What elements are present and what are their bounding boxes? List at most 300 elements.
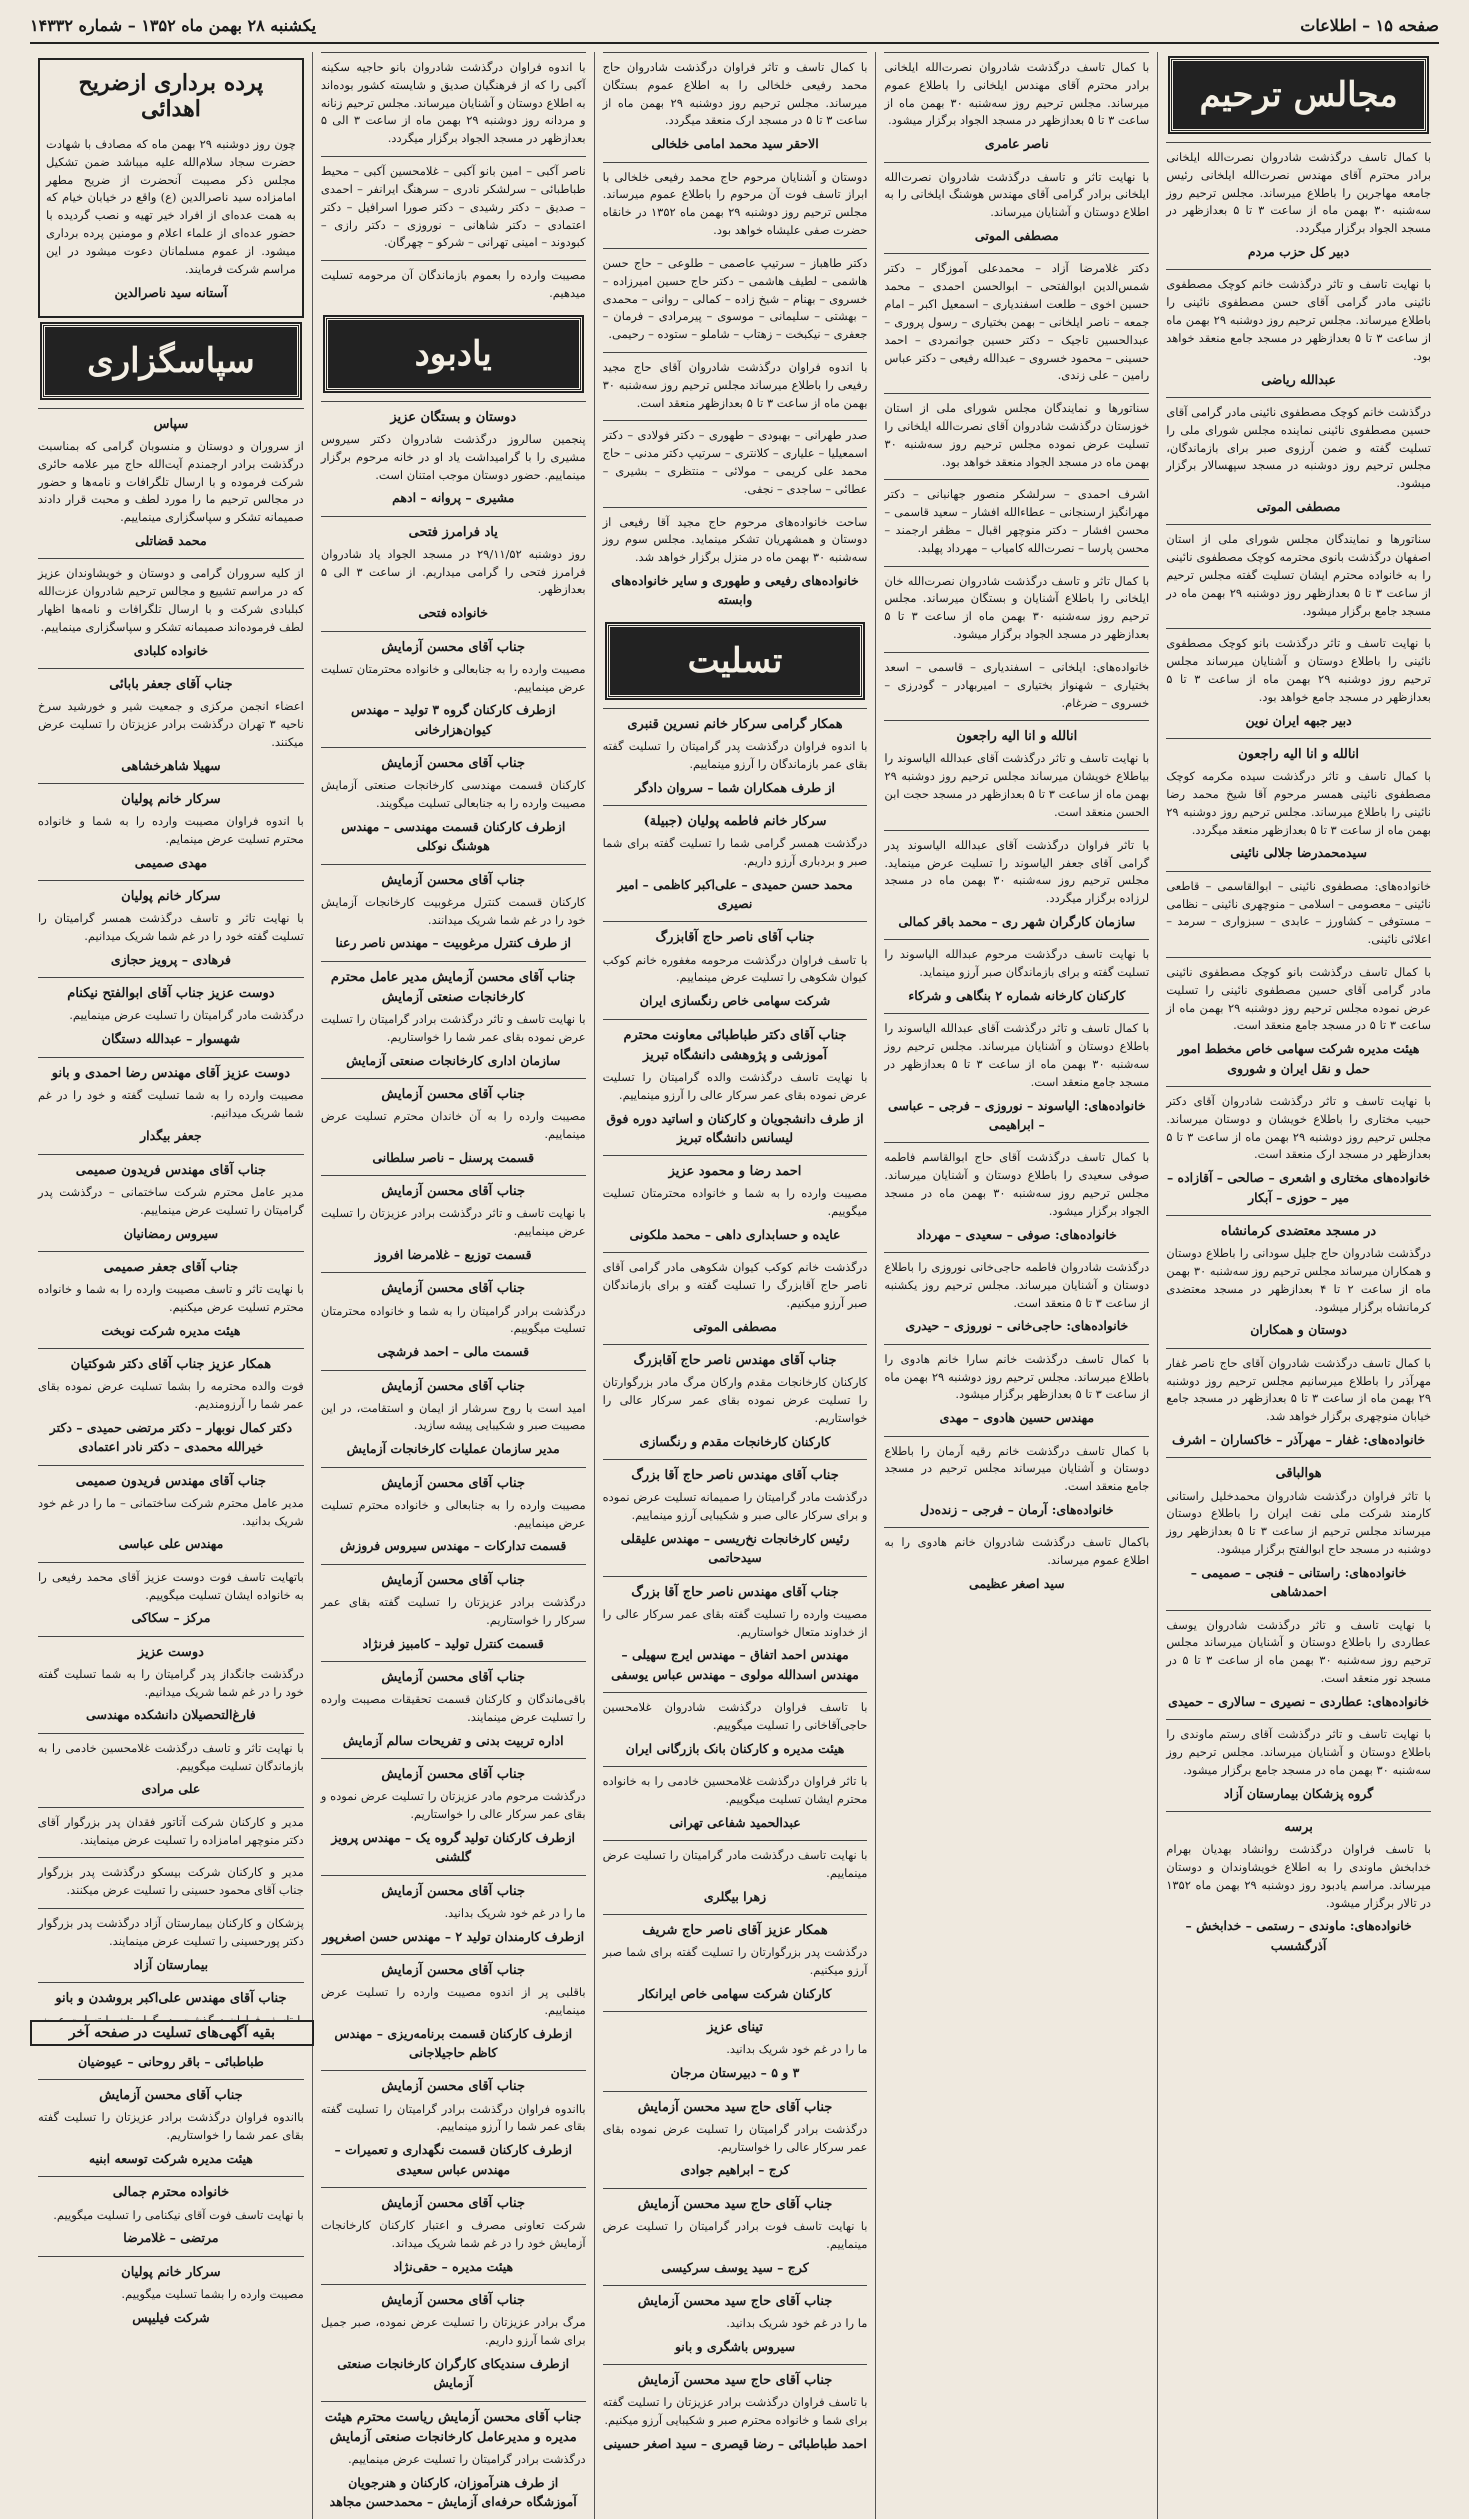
notice-item bbox=[38, 1154, 304, 1251]
notice-signature: سیدمحمدرضا جلالی نائینی bbox=[1230, 845, 1367, 861]
notice-item bbox=[884, 253, 1149, 393]
notice-body: اشرف احمدی – سرلشکر منصور جهانبانی – دکتر مهرانگیز ارسنجانی – عطاءالله افشار – سعید قاسمی – محسن افشار – دکتر منوچهر اقبال – مظفر ارجمند – محسن پارسا – نصرت‌الله کامیاب – مهرداد پهلبد. bbox=[884, 487, 1150, 555]
notice-body: درگذشت مادر گرامیتان را صمیمانه تسلیت عرض نموده و برای سرکار عالی صبر و شکیبایی آرزو مینماییم. bbox=[602, 1490, 868, 1523]
notice-body: با نهایت تاثر و تاسف درگذشت غلامحسین خادمی را به بازماندگان تسلیت میگوییم. bbox=[38, 1740, 304, 1773]
notice-body: با نهایت تاسف درگذشت مرحوم عبدالله الیاسوند را تسلیت گفته و برای بازماندگان صبر آرزو مینماید. bbox=[884, 947, 1150, 980]
notice-item bbox=[38, 1348, 304, 1465]
notice-item bbox=[38, 783, 304, 880]
notice-body: روز دوشنبه ۲۹/۱۱/۵۲ در مسجد الجواد یاد شادروان فرامرز فتحی را گرامی میداریم. از ساعت ۳ الی ۵ بعدازظهر. bbox=[320, 546, 586, 597]
notice-heading: جناب آقای محسن آزمایش bbox=[99, 2088, 243, 2104]
notice-signature: فارغ‌التحصیلان دانشکده مهندسی bbox=[86, 1707, 256, 1723]
notice-signature: مهدی صمیمی bbox=[134, 854, 208, 870]
notice-signature: خانواده‌های: الیاسوند – نوروزی – فرجی – عباسی – ابراهیمی bbox=[887, 1097, 1146, 1132]
notice-body: با نهایت تاسف و تاثر درگذشت آقای عبدالله الیاسوند را بیاطلاع خویشان میرساند مجلس ترحیم روز دوشنبه ۲۹ بهمن ماه از ساعت ۳ تا ۵ بعدازظهر در مسجد حجت ابن الحسن منعقد است. bbox=[884, 751, 1150, 819]
notice-heading: جناب آقای محسن آزمایش bbox=[381, 1184, 525, 1200]
notice-item bbox=[38, 1733, 304, 1807]
notice-body: مصیبت وارده را به آن خاندان محترم تسلیت عرض مینماییم. bbox=[320, 1109, 586, 1142]
notice-signature: ازطرف کارکنان گروه ۳ تولید – مهندس کیوان‌هزارخانی bbox=[350, 702, 556, 737]
notice-item bbox=[321, 1467, 586, 1564]
notice-signature: شهسوار – عبدالله دستگان bbox=[101, 1031, 241, 1047]
notice-item bbox=[1166, 871, 1431, 957]
notice-signature: سازمان کارگران شهر ری – محمد باقر کمالی bbox=[898, 913, 1136, 929]
notice-signature: خانواده‌های: ماوندی – رستمی – خدابخش – آذرگشسب bbox=[1185, 1918, 1412, 1953]
masthead bbox=[30, 8, 1439, 44]
column-1 bbox=[1157, 52, 1439, 2519]
notice-body: ما را در غم خود شریک بدانید. bbox=[726, 2316, 868, 2331]
notice-signature: ۳ و ۵ – دبیرستان مرجان bbox=[670, 2065, 800, 2081]
notice-body: درگذشت برادر گرامیتان را تسلیت عرض نموده بقای عمر سرکار عالی را خواستاریم. bbox=[602, 2121, 868, 2154]
notice-heading: سپاس bbox=[153, 416, 189, 432]
notice-item bbox=[603, 507, 868, 618]
notice-item bbox=[884, 1436, 1149, 1528]
col5-tributes bbox=[38, 668, 304, 2335]
col5-sepas bbox=[38, 408, 304, 668]
notice-signature: قسمت توزیع – غلامرضا افروز bbox=[374, 1247, 532, 1263]
notice-body: امید است با روح سرشار از ایمان و استقامت، در این مصیبت صبر و شکیبایی پیشه سازید. bbox=[320, 1400, 586, 1433]
notice-body: با نهایت تاسف و تاثر درگذشت بانو کوچک مصطفوی نائینی را باطلاع دوستان و آشنایان میرساند مجلس ترحیم روز دوشنبه ۲۹ بهمن ماه از ساعت ۳ تا ۵ بعدازظهر در مسجد جامع خواهد بود. bbox=[1166, 636, 1431, 704]
notice-item bbox=[321, 961, 586, 1078]
notice-item bbox=[321, 1954, 586, 2071]
notice-item bbox=[884, 393, 1149, 479]
notice-body: درگذشت برادر گرامیتان را به شما و خانواده محترمتان تسلیت میگوییم. bbox=[320, 1303, 586, 1336]
notice-heading: همکار عزیز آقای ناصر حاج شریف bbox=[642, 1923, 828, 1939]
notice-heading: جناب آقای مهندس ناصر حاج آقا بزرگ bbox=[631, 1584, 839, 1600]
notice-item bbox=[884, 1527, 1149, 1601]
notice-heading: هوالباقی bbox=[1275, 1466, 1322, 1482]
notice-item bbox=[38, 668, 304, 783]
notice-body: پنجمین سالروز درگذشت شادروان دکتر سیروس مشیری را با گرامیداشت یاد او در خانه مرحوم برگزار مینماییم. حضور دوستان موجب امتنان است. bbox=[320, 431, 586, 482]
banner-majales-tarhim: مجالس ترحیم bbox=[1170, 58, 1427, 132]
notice-body: با تاسف فراوان درگذشت برادر عزیزتان را تسلیت گفته برای شما و خانواده محترم صبر و شکیبایی آرزو میکنیم. bbox=[602, 2395, 868, 2428]
notice-heading: جناب آقای محسن آزمایش bbox=[381, 1883, 525, 1899]
notice-signature: کرج – سید یوسف سرکیسی bbox=[661, 2259, 809, 2275]
notice-item bbox=[603, 2091, 868, 2188]
notice-heading: جناب آقای محسن آزمایش bbox=[381, 2293, 525, 2309]
notice-body: مصیبت وارده را بعموم بازماندگان آن مرحومه تسلیت میدهیم. bbox=[320, 268, 586, 300]
notice-heading: جناب آقای محسن آزمایش bbox=[381, 1087, 525, 1103]
notice-signature: علی مرادی bbox=[141, 1781, 201, 1797]
notice-body: درگذشت خانم کوکب کیوان شکوهی مادر گرامی آقای ناصر حاج آقابزرگ را تسلیت گفته و برای بازماندگان صبر آرزو میکنیم. bbox=[602, 1260, 868, 1311]
col2-notices bbox=[884, 52, 1149, 1601]
notice-body: با نهایت تاسف و تاثر درگذشت شادروان یوسف عطاردی را باطلاع دوستان و آشنایان میرساند مجلس ترحیم روز سه‌شنبه ۳۰ بهمن ماه از ساعت ۳ تا ۵ در مسجد نور منعقد است. bbox=[1166, 1617, 1431, 1685]
notice-item bbox=[1166, 1811, 1431, 1963]
notice-signature: خانواده کلبادی bbox=[133, 642, 209, 658]
notice-item bbox=[1166, 957, 1431, 1086]
notice-body: درگذشت همسر گرامی شما را تسلیت گفته برای شما صبر و بردباری آرزو داریم. bbox=[602, 836, 868, 868]
notice-body: ما را در غم خود شریک بدانید. bbox=[444, 1905, 586, 1920]
notice-heading: جناب آقای ناصر حاج آقابزرگ bbox=[655, 930, 815, 946]
column-5 bbox=[30, 52, 312, 2519]
notice-body: مدیر عامل محترم شرکت ساختمانی – درگذشت پدر گرامیتان را تسلیت عرض مینماییم. bbox=[38, 1184, 304, 1217]
notice-signature: خانواده‌های: غفار – مهرآذر – خاکساران – اشرف bbox=[1172, 1432, 1426, 1448]
notice-heading: جناب آقای محسن آزمایش bbox=[381, 756, 525, 772]
notice-item bbox=[1166, 1610, 1431, 1720]
notice-body: با اندوه فراوان درگذشت شادروان آقای حاج مجید رفیعی را باطلاع میرساند مجلس ترحیم روز سه‌شنبه ۳۰ بهمن ماه از ساعت ۳ تا ۵ بعدازظهر منعقد است. bbox=[602, 359, 868, 410]
notice-body: باقلبی پر از اندوه مصیبت وارده را تسلیت عرض مینماییم. bbox=[320, 1985, 586, 2017]
notice-signature: مصطفی الموتی bbox=[1256, 498, 1341, 514]
notice-signature: محمد قضاتلی bbox=[135, 533, 207, 549]
notice-item bbox=[603, 1459, 868, 1576]
notice-item bbox=[321, 1564, 586, 1661]
notice-body: با اندوه فراوان مصیبت وارده را به شما و خانواده محترم تسلیت عرض مینمایم. bbox=[38, 814, 304, 846]
notice-signature: ازطرف سندیکای کارگران کارخانجات صنعتی آزمایش bbox=[337, 2355, 570, 2391]
notice-item bbox=[884, 1142, 1149, 1252]
notice-heading: جناب آقای محسن آزمایش bbox=[381, 1378, 525, 1394]
notice-heading: جناب آقای حاج سید محسن آزمایش bbox=[637, 2293, 833, 2309]
notice-item bbox=[603, 1344, 868, 1459]
notice-item bbox=[603, 248, 868, 352]
notice-signature: مهندس احمد اتفاق – مهندس ایرج سهیلی – مهندس اسدالله مولوی – مهندس عباس یوسفی bbox=[611, 1647, 859, 1682]
pardeh-title: پرده برداری ازضریح اهدائی bbox=[78, 70, 264, 122]
notice-signature: دبیر جبهه ایران نوین bbox=[1245, 712, 1352, 728]
notice-signature: دبیر کل حزب مردم bbox=[1247, 244, 1350, 260]
notice-item bbox=[321, 516, 586, 631]
notice-body: با نهایت تاثر و تاسف درگذشت همسر گرامیتان را تسلیت گفته خود را در غم شما شریک میدانیم. bbox=[38, 911, 304, 944]
notice-body: با نهایت تاثر و تاسف مصیبت وارده را به شما و خانواده محترم تسلیت عرض میکنیم. bbox=[38, 1282, 304, 1314]
notice-item bbox=[38, 408, 304, 559]
notice-item bbox=[38, 1857, 304, 1908]
notice-signature: خانواده‌های: آرمان – فرجی – زنده‌دل bbox=[920, 1502, 1114, 1518]
notice-signature: قسمت پرسنل – ناصر سلطانی bbox=[372, 1149, 535, 1165]
notice-item bbox=[603, 1840, 868, 1914]
notice-item bbox=[321, 1078, 586, 1175]
notice-item bbox=[603, 921, 868, 1018]
notice-item bbox=[603, 2188, 868, 2285]
notice-body: بااندوه فراوان درگذشت برادر گرامیتان را تسلیت گفته بقای عمر شما را آرزو مینماییم. bbox=[320, 2101, 586, 2134]
notice-body: با کمال تاسف درگذشت آقای حاج ابوالقاسم فاطمه صوفی سعیدی را باطلاع دوستان و آشنایان میرساند. مجلس ترحیم روز سه‌شنبه ۳۰ بهمن ماه در مسجد الجواد برگزار میشود. bbox=[884, 1150, 1150, 1218]
notice-body: درگذشت پدر بزرگوارتان را تسلیت گفته برای شما صبر آرزو میکنیم. bbox=[602, 1945, 868, 1978]
notice-item bbox=[321, 1175, 586, 1272]
notice-body: مصیبت وارده را بشما تسلیت میگوییم. bbox=[121, 2286, 304, 2301]
notice-item bbox=[321, 1875, 586, 1954]
notice-body: درگذشت شادروان حاج جلیل سودانی را باطلاع دوستان و همکاران میرساند مجلس ترحیم روز سه‌شنبه ۳۰ بهمن ماه از ساعت ۲ تا ۴ بعدازظهر در مسجد معتضدی کرمانشاه برگزار میشود. bbox=[1166, 1246, 1432, 1314]
notice-signature: شرکت سهامی خاص رنگسازی ایران bbox=[639, 993, 831, 1009]
notice-item bbox=[321, 401, 586, 516]
notice-item bbox=[603, 2285, 868, 2364]
notice-signature: مدیر سازمان عملیات کارخانجات آزمایش bbox=[346, 1441, 560, 1457]
notice-item bbox=[38, 1251, 304, 1348]
notice-item bbox=[603, 1692, 868, 1766]
notice-item bbox=[321, 864, 586, 961]
notice-item bbox=[603, 52, 868, 162]
notice-item bbox=[321, 1661, 586, 1758]
notice-item bbox=[603, 1766, 868, 1840]
notice-item bbox=[603, 1019, 868, 1156]
notice-item bbox=[1166, 269, 1431, 396]
notice-item bbox=[1166, 397, 1431, 524]
notice-body: خانواده‌های: ایلخانی – اسفندیاری – قاسمی – اسعد بختیاری – شهنواز بختیاری – امیربهادر – گودرزی – خسروی – ضرغام. bbox=[884, 659, 1150, 710]
notice-item bbox=[321, 260, 586, 311]
notice-signature: ازطرف کارمندان تولید ۲ – مهندس حسن اصغرپور bbox=[322, 1928, 585, 1944]
masthead-date: یکشنبه ۲۸ بهمن ماه ۱۳۵۲ – شماره ۱۴۳۳۲ bbox=[30, 15, 317, 35]
notice-body: با نهایت تاسف و تاثر درگذشت آقای رستم ماوندی را باطلاع دوستان و آشنایان میرساند. مجلس ترحیم روز سه‌شنبه ۳۰ بهمن ماه در مسجد جامع برگزار میشود. bbox=[1166, 1727, 1431, 1777]
notice-body: شرکت تعاونی مصرف و اعتبار کارکنان کارخانجات آزمایش خود را در غم شما شریک میداند. bbox=[320, 2218, 586, 2250]
notice-item bbox=[38, 2176, 304, 2255]
notice-signature: خانواده‌های: راستانی – فنجی – صمیمی – احمدشاهی bbox=[1190, 1564, 1407, 1600]
col4-tributes bbox=[321, 631, 586, 2519]
notice-body: درگذشت برادر عزیزتان را تسلیت گفته بقای عمر سرکار را خواستاریم. bbox=[320, 1594, 586, 1627]
notice-item bbox=[603, 1252, 868, 1344]
notice-heading: جناب آقای مهندس فریدون صمیمی bbox=[75, 1162, 267, 1178]
notice-heading: جناب آقای حاج سید محسن آزمایش bbox=[637, 2099, 833, 2115]
notice-body: مصیبت وارده را تسلیت گفته بقای عمر سرکار عالی را از خداوند متعال خواستاریم. bbox=[602, 1606, 868, 1639]
notice-item bbox=[321, 52, 586, 156]
notice-heading: جناب آقای حاج سید محسن آزمایش bbox=[637, 2373, 833, 2389]
notice-heading: جناب آقای محسن آزمایش bbox=[381, 1962, 525, 1978]
notice-heading: جناب آقای محسن آزمایش bbox=[381, 2079, 525, 2095]
notice-item bbox=[1166, 1457, 1431, 1609]
notice-item bbox=[884, 479, 1149, 565]
notice-body: کارکنان قسمت مهندسی کارخانجات صنعتی آزمایش مصیبت وارده را به جنابعالی تسلیت میگویند. bbox=[320, 778, 586, 811]
notice-signature: الاحقر سید محمد امامی خلخالی bbox=[651, 136, 819, 152]
notice-item bbox=[1166, 524, 1431, 628]
notice-body: ساحت خانواده‌های مرحوم حاج مجید آقا رفیعی از دوستان و همشهریان تشکر مینماید. مجلس سوم روز سه‌شنبه ۳۰ بهمن ماه در منزل برگزار خواهد شد. bbox=[602, 514, 868, 565]
notice-signature: قسمت کنترل تولید – کامبیز فرنژاد bbox=[362, 1635, 544, 1651]
notice-heading: یاد فرامرز فتحی bbox=[408, 524, 498, 540]
notice-signature: مصطفی الموتی bbox=[974, 228, 1059, 244]
notice-body: دوستان و آشنایان مرحوم حاج محمد رفیعی خلخالی با ابراز تاسف فوت آن مرحوم را باطلاع عموم میرساند. مجلس ترحیم روز دوشنبه ۲۹ بهمن ماه ۱۳۵۲ در خانقاه حضرت صفی علیشاه خواهد بود. bbox=[602, 169, 868, 238]
notice-heading: جناب آقای محسن آزمایش ریاست محترم هیئت مدیره و مدیرعامل کارخانجات صنعتی آزمایش bbox=[324, 2409, 582, 2445]
notice-body: از سروران و دوستان و منسوبان گرامی که بمناسبت درگذشت برادر ارجمندم آیت‌الله حاج میر علامه حائری شرکت فرموده و با ارسال تلگرافات و نامه‌ها و حضور در مجالس ترحیم ما را مورد لطف و محبت قرار دادند صمیمانه تشکر و سپاسگزاری مینماییم. bbox=[38, 439, 304, 525]
notice-body: با تاسف فراوان درگذشت شادروان غلامحسین حاجی‌آقاخانی را تسلیت میگوییم. bbox=[602, 1700, 868, 1733]
notice-item bbox=[603, 162, 868, 248]
notice-body: باتهایت تاسف فوت دوست عزیز آقای محمد رفیعی را به خانواده ایشان تسلیت میگوییم. bbox=[38, 1569, 304, 1602]
notice-signature: قسمت تدارکات – مهندس سیروس فروزش bbox=[340, 1538, 567, 1554]
notice-body: درگذشت جانگداز پدر گرامیتان را به شما تسلیت گفته خود را در غم شما شریک میدانیم. bbox=[38, 1666, 304, 1699]
notice-item bbox=[603, 1155, 868, 1252]
notice-signature: قسمت مالی – احمد فرشچی bbox=[377, 1344, 530, 1360]
notice-heading: برسه bbox=[1284, 1819, 1313, 1835]
notice-signature: هیئت مدیره شرکت توسعه ابنیه bbox=[88, 2151, 253, 2167]
masthead-page: صفحه ۱۵ – اطلاعات bbox=[1300, 15, 1439, 35]
notice-heading: انالله و انا الیه راجعون bbox=[1238, 747, 1360, 762]
notice-signature: خانواده‌های: صوفی – سعیدی – مهرداد bbox=[916, 1226, 1117, 1242]
notice-body: با کمال تاسف درگذشت بانو کوچک مصطفوی نائینی مادر گرامی آقای حسین مصطفوی نائینی را تسلیت عرض نموده مجلس ترحیم روز دوشنبه ۲۹ بهمن ماه از ساعت ۳ تا ۵ در مسجد جامع منعقد است. bbox=[1166, 965, 1432, 1033]
notice-signature: سهیلا شاهرخشاهی bbox=[121, 757, 221, 773]
notice-signature: شرکت فیلیپس bbox=[132, 2309, 210, 2325]
notice-item bbox=[38, 2079, 304, 2176]
notice-body: خانواده‌های: مصطفوی نائینی – ابوالقاسمی – قاطعی نائینی – معصومی – اسلامی – منوچهری نائینی – نظامی – مستوفی – کشاورز – عابدی – سبزواری – سرمد – اعلائی نائینی. bbox=[1166, 878, 1431, 947]
notice-body: با کمال تاسف و تاثر فراوان درگذشت شادروان حاج محمد رفیعی خلخالی را به اطلاع عموم بستگان میرساند. مجلس ترحیم روز دوشنبه ۲۹ بهمن ماه از ساعت ۳ تا ۵ در مسجد ارک منعقد میگردد. bbox=[602, 60, 868, 128]
notice-heading: جناب آقای محسن آزمایش bbox=[381, 1767, 525, 1783]
notice-body: مدیر و کارکنان شرکت آتاتور فقدان پدر بزرگوار آقای دکتر منوچهر امامزاده را تسلیت عرض مینمایند. bbox=[38, 1814, 304, 1847]
notice-signature: خانواده فتحی bbox=[418, 605, 489, 621]
notice-body: با نهایت تاسف و تاثر درگذشت خانم کوچک مصطفوی نائینی مادر گرامی آقای حسن مصطفوی نائینی را باطلاع میرساند. مجلس ترحیم روز دوشنبه ۲۹ بهمن ماه از ساعت ۳ تا ۵ بعدازظهر در مسجد جامع منعقد خواهد بود. bbox=[1166, 277, 1432, 363]
notice-signature: هیئت مدیره شرکت نوبخت bbox=[101, 1322, 241, 1338]
notice-body: با نهایت تاثر و تاسف درگذشت شادروان نصرت‌الله ایلخانی برادر گرامی آقای مهندس هوشنگ ایلخانی را به اطلاع دوستان و آشنایان میرساند. bbox=[884, 169, 1150, 220]
notice-heading: تینای عزیز bbox=[707, 2020, 763, 2036]
notice-item bbox=[321, 1758, 586, 1875]
notice-body: با نهایت تاسف فوت برادر گرامیتان را تسلیت عرض مینماییم. bbox=[602, 2218, 868, 2251]
notice-heading: جناب آقای محسن آزمایش مدیر عامل محترم کارخانجات صنعتی آزمایش bbox=[330, 969, 576, 1005]
notice-body: با نهایت تاسف و تاثر درگذشت برادر عزیزتان را تسلیت عرض مینماییم. bbox=[320, 1206, 586, 1239]
col3-notices bbox=[603, 52, 868, 618]
notice-item bbox=[38, 558, 304, 668]
notice-signature: خانواده‌های رفیعی و طهوری و سایر خانواده‌های وابسته bbox=[611, 573, 859, 608]
notice-item bbox=[38, 1562, 304, 1636]
pardeh-content bbox=[46, 130, 296, 310]
notice-item bbox=[321, 1370, 586, 1467]
notice-item bbox=[884, 1013, 1149, 1142]
notice-heading: جناب آقای محسن آزمایش bbox=[381, 2195, 525, 2211]
notice-signature: مصطفی الموتی bbox=[693, 1318, 777, 1334]
notice-body: مصیبت وارده را به شما و خانواده محترمتان تسلیت میگوییم. bbox=[602, 1186, 868, 1219]
notice-signature: ازطرف کارکنان قسمت برنامه‌ریزی – مهندس کاظم حاجیلاجانی bbox=[334, 2025, 573, 2061]
notice-heading: خانواده محترم جمالی bbox=[112, 2185, 230, 2201]
notice-signature: بیمارستان آزاد bbox=[133, 1956, 209, 1972]
notice-heading: جناب آقای محسن آزمایش bbox=[381, 1572, 525, 1588]
notice-signature: هیئت مدیره شرکت سهامی خاص مخطط امور حمل و نقل ایران و شوروی bbox=[1177, 1041, 1420, 1076]
notice-body: پزشکان و کارکنان بیمارستان آزاد درگذشت پدر بزرگوار دکتر پورحسینی را تسلیت عرض مینمایند. bbox=[38, 1916, 304, 1948]
notice-item bbox=[884, 652, 1149, 720]
banner-sepasgozari: سپاسگزاری bbox=[42, 324, 300, 398]
notice-body: سناتورها و نمایندگان مجلس شورای ملی از استان خوزستان درگذشت شادروان آقای نصرت‌الله ایلخانی را تسلیت عرض نموده مجلس ترحیم روز سه‌شنبه ۳۰ بهمن ماه در مسجد الجواد منعقد خواهد بود. bbox=[884, 401, 1150, 469]
notice-signature: سازمان اداری کارخانجات صنعتی آزمایش bbox=[346, 1052, 561, 1068]
notice-body: با کمال تاثر و تاسف درگذشت شادروان نصرت‌الله خان ایلخانی را باطلاع آشنایان و بستگان میرساند. مجلس ترحیم روز سه‌شنبه ۳۰ بهمن ماه از ساعت ۳ تا ۵ بعدازظهر در مسجد الجواد برگزار میشود. bbox=[884, 573, 1150, 642]
banner-taslit: تسلیت bbox=[607, 624, 864, 698]
notice-body: مدیر عامل محترم شرکت ساختمانی – ما را در غم خود شریک بدانید. bbox=[38, 1495, 304, 1528]
notice-signature: فرهادی – پرویز حجازی bbox=[110, 951, 231, 967]
notice-signature: کارکنان کارخانجات مقدم و رنگسازی bbox=[639, 1433, 831, 1449]
notice-item bbox=[1166, 1086, 1431, 1215]
notice-signature: مشیری – پروانه – ادهم bbox=[392, 490, 515, 506]
notice-body: سناتورها و نمایندگان مجلس شورای ملی از استان اصفهان درگذشت بانوی محترمه کوچک مصطفوی نائینی را به خانواده محترم ایشان تسلیت گفته مجلس ترحیم از ساعت ۳ تا ۵ بعدازظهر روز دوشنبه ۲۹ بهمن ماه در مسجد جامع برگزار میشود. bbox=[1166, 532, 1431, 618]
notice-item bbox=[884, 720, 1149, 829]
notice-item bbox=[603, 805, 868, 922]
notice-item bbox=[38, 977, 304, 1056]
notice-item bbox=[884, 1344, 1149, 1436]
notice-signature: خانواده‌های: عطاردی – نصیری – سالاری – حمیدی bbox=[1168, 1693, 1430, 1709]
notice-item bbox=[603, 2364, 868, 2461]
notice-heading: جناب آقای دکتر طباطبائی معاونت محترم آموزشی و پژوهشی دانشگاه تبریز bbox=[623, 1027, 847, 1063]
notice-signature: ازطرف کارکنان تولید گروه یک – مهندس پرویز گلشنی bbox=[331, 1829, 575, 1865]
notice-signature: مرتضی – غلامرضا bbox=[123, 2230, 219, 2246]
notice-body: با اندوه فراوان درگذشت شادروان بانو حاجیه سکینه آکبی را که از فرهنگیان صدیق و شایسته کشور بوده‌اند به اطلاع دوستان و آشنایان میرساند. مجلس ترحیم زنانه و مردانه روز دوشنبه ۲۹ بهمن ماه از ساعت ۳ الی ۵ بعدازظهر در مسجد الجواد برگزار میگردد. bbox=[320, 60, 586, 146]
notice-item bbox=[38, 2256, 304, 2335]
notice-body: با تاثر فراوان درگذشت شادروان محمدخلیل راستانی کارمند شرکت ملی نفت ایران را باطلاع دوستان میرساند مجلس ترحیم از ساعت ۳ تا ۵ بعدازظهر روز دوشنبه در مسجد حاج ابوالفتح برگزار میشود. bbox=[1166, 1488, 1431, 1556]
notice-heading: دوست عزیز bbox=[137, 1644, 204, 1660]
notice-heading: دوست عزیز آقای مهندس رضا احمدی و بانو bbox=[51, 1065, 291, 1081]
notice-body: مصیبت وارده را به جنابعالی و خانواده محترمتان تسلیت عرض مینماییم. bbox=[320, 661, 586, 694]
notice-item bbox=[1166, 1348, 1431, 1458]
notice-body: با اندوه فراوان درگذشت پدر گرامیتان را تسلیت گفته بقای عمر بازماندگان را آرزو مینماییم. bbox=[602, 738, 868, 771]
notice-item bbox=[321, 2401, 586, 2519]
col4-notices2 bbox=[321, 401, 586, 631]
banner-yadbood: یادبود bbox=[325, 317, 582, 391]
notice-body: با کمال تاسف درگذشت شادروان نصرت‌الله ایلخانی برادر محترم آقای مهندس ایلخانی را باطلاع عموم میرساند. مجلس ترحیم روز سه‌شنبه ۳۰ بهمن ماه از ساعت ۳ تا ۵ بعدازظهر در مسجد الجواد برگزار میشود. bbox=[884, 60, 1150, 128]
notice-heading: دوست عزیز جناب آقای ابوالفتح نیکنام bbox=[67, 986, 275, 1002]
notice-heading: انالله و انا الیه راجعون bbox=[956, 729, 1078, 745]
notice-body: بااندوه فراوان درگذشت برادر عزیزتان را تسلیت گفته بقای عمر شما را خواستاریم. bbox=[38, 2110, 304, 2143]
notice-body: ما را در غم خود شریک بدانید. bbox=[726, 2042, 868, 2057]
notice-heading: جناب آقای محسن آزمایش bbox=[381, 1281, 525, 1297]
notice-body: با کمال تاسف درگذشت خانم رقیه آرمان را باطلاع دوستان و آشنایان میرساند مجلس ترحیم در مسجد جامع منعقد است. bbox=[884, 1443, 1150, 1494]
notice-body: با کمال تاسف درگذشت شادروان نصرت‌الله ایلخانی برادر محترم آقای مهندس نصرت‌الله ایلخانی رئیس جامعه مهاجرین را باطلاع میرساند. مجلس ترحیم روز سه‌شنبه ۳۰ بهمن ماه از ساعت ۳ تا ۵ بعدازظهر در مسجد الجواد برگزار میگردد. bbox=[1166, 150, 1431, 236]
notice-signature: عبدالحمید شفاعی تهرانی bbox=[669, 1814, 801, 1830]
notice-signature: عایده و حسابداری داهی – محمد ملکونی bbox=[629, 1227, 841, 1243]
notice-item bbox=[1166, 1719, 1431, 1811]
notice-signature: ناصر عامری bbox=[984, 136, 1049, 152]
notice-body: از کلیه سروران گرامی و دوستان و خویشاوندان عزیز که در مراسم تشییع و مجالس ترحیم شادروان عزت‌الله کبلبادی شرکت و با ارسال تلگرافات و نامه‌ها اظهار لطف فرموده‌اند صمیمانه تشکر و سپاسگزاری مینماییم. bbox=[38, 566, 304, 634]
footer-continued-note: بقیه آگهی‌های تسلیت در صفحه آخر bbox=[30, 2020, 314, 2046]
notice-body: مدیر و کارکنان شرکت بیسکو درگذشت پدر بزرگوار جناب آقای محمود حسینی را تسلیت عرض میکنند. bbox=[38, 1865, 304, 1898]
notice-heading: جناب آقای محسن آزمایش bbox=[381, 872, 525, 888]
notice-heading: در مسجد معتضدی کرمانشاه bbox=[1221, 1224, 1377, 1240]
notice-body: با نهایت تاسف درگذشت مادر گرامیتان را تسلیت عرض مینماییم. bbox=[602, 1848, 868, 1881]
notice-body: با کمال تاسف درگذشت خانم سارا خانم هادوی را باطلاع میرساند. مجلس ترحیم روز دوشنبه ۲۹ بهمن ماه از ساعت ۳ تا ۵ بعدازظهر برگزار میشود. bbox=[884, 1351, 1150, 1402]
notice-item bbox=[603, 2011, 868, 2090]
notice-signature: از طرف دانشجویان و کارکنان و اساتید دوره فوق لیسانس دانشگاه تبریز bbox=[606, 1110, 864, 1145]
notice-heading: جناب آقای مهندس ناصر حاج آقا بزرگ bbox=[631, 1468, 839, 1484]
notice-heading: جناب آقای جعفر صمیمی bbox=[103, 1259, 239, 1275]
notice-signature: جعفر بیگدار bbox=[140, 1128, 202, 1144]
notice-body: درگذشت برادر گرامیتان را تسلیت عرض مینماییم. bbox=[347, 2451, 586, 2466]
notice-item bbox=[603, 708, 868, 805]
notice-body: با نهایت تاسف فوت آقای نیکنامی را تسلیت میگوییم. bbox=[53, 2207, 304, 2222]
notice-signature: از طرف همکاران شما – سروان دادگر bbox=[635, 779, 835, 795]
notice-body: درگذشت شادروان فاطمه حاجی‌خانی نوروزی را باطلاع دوستان و آشنایان میرساند. مجلس ترحیم روز یکشنبه از ساعت ۳ تا ۵ منعقد است. bbox=[884, 1259, 1150, 1310]
notice-item bbox=[603, 420, 868, 506]
notice-signature: کارکنان کارخانه شماره ۲ بنگاهی و شرکاء bbox=[908, 987, 1126, 1003]
notice-body: درگذشت خانم کوچک مصطفوی نائینی مادر گرامی آقای حسین مصطفوی نائینی نماینده مجلس شورای ملی را تسلیت گفته و ضمن آرزوی صبر برای بازماندگان، مجلس ترحیم روز دوشنبه در مسجد سپهسالار برگزار میشود. bbox=[1166, 404, 1431, 491]
notice-heading: همکار عزیز جناب آقای دکتر شوکتیان bbox=[70, 1357, 272, 1373]
notice-body: با تاثر فراوان درگذشت آقای عبدالله الیاسوند پدر گرامی آقای جعفر الیاسوند را تسلیت عرض مینماید. مجلس ترحیم روز سه‌شنبه ۳۰ بهمن ماه در مسجد لرزاده برگزار میگردد. bbox=[884, 837, 1150, 906]
notice-signature: اداره تربیت بدنی و تفریحات سالم آزمایش bbox=[342, 1732, 564, 1748]
notice-body: کارکنان قسمت کنترل مرغوبیت کارخانجات آزمایش خود را در غم شما شریک میدانند. bbox=[320, 894, 586, 927]
notice-item bbox=[603, 352, 868, 420]
notice-body: کارکنان کارخانجات مقدم وارکان مرگ مادر بزرگوارتان را تسلیت عرض نموده بقای عمر سرکار عالی را خواستاریم. bbox=[602, 1375, 868, 1425]
notice-item bbox=[38, 1908, 304, 1982]
notice-signature: دوستان و همکاران bbox=[1250, 1322, 1347, 1338]
notice-heading: جناب آقای محسن آزمایش bbox=[381, 639, 525, 655]
notice-body: با نهایت تاسف درگذشت والده گرامیتان را تسلیت عرض نموده بقای عمر سرکار عالی را آرزو مینماییم. bbox=[602, 1069, 868, 1102]
pardeh-body: چون روز دوشنبه ۲۹ بهمن ماه که مصادف با شهادت حضرت سجاد سلام‌الله علیه میباشد ضمن تشکیل مجلس ذکر مصیبت آنحضرت از ضریح مطهر امامزاده سید ناصرالدین (ع) واقع در خیابان خیام که به همت عده‌ای از افراد خیر تهیه و نصب گردیده با حضور عده‌ای از علماء اعلام و مومنین پرده برداری میشود. از عموم مسلمانان دعوت میشود در این مراسم شرکت فرمایند. bbox=[46, 137, 296, 276]
notice-signature: احمد طباطبائی – رضا قیصری – سید اصغر حسینی bbox=[603, 2436, 867, 2452]
notice-signature: زهرا بیگلری bbox=[703, 1888, 767, 1904]
notice-item bbox=[321, 2284, 586, 2401]
notice-signature: طباطبائی – باقر روحانی – عیوضیان bbox=[77, 2053, 264, 2069]
notice-body: با کمال تاسف و تاثر درگذشت آقای عبدالله الیاسوند را باطلاع دوستان و آشنایان میرساند. مجلس ترحیم روز سه‌شنبه ۳۰ بهمن ماه از ساعت ۳ تا ۵ بعدازظهر در مسجد جامع منعقد است. bbox=[884, 1021, 1150, 1089]
notice-heading: جناب آقای محسن آزمایش bbox=[381, 1475, 525, 1491]
notice-body: دکتر غلامرضا آزاد – محمدعلی آموزگار – دکتر شمس‌الدین ابوالفتحی – ابوالحسن احمدی – محمد حسین اخوی – طلعت اسفندیاری – اسمعیل اکبر – امام جمعه – ناصر ایلخانی – بهمن بختیاری – رسول پروری – عبدالحسین تاجیک – دکتر حسین جوانمردی – احمد حسینی – محمود خسروی – عبدالله رفیعی – دکتر عباس رامین – علی زندی. bbox=[884, 261, 1150, 383]
notice-heading: همکار گرامی سرکار خانم نسرین قنبری bbox=[627, 716, 843, 732]
notice-item bbox=[38, 1636, 304, 1733]
col4-notices bbox=[321, 52, 586, 311]
notice-signature: خانواده‌های مختاری و اشعری – صالحی – آقازاده – میر – حوزی – آبکار bbox=[1166, 1170, 1431, 1205]
notice-heading: دوستان و بستگان عزیز bbox=[390, 409, 517, 425]
notice-heading: احمد رضا و محمود عزیز bbox=[668, 1164, 802, 1180]
notice-item bbox=[38, 1057, 304, 1154]
notice-signature: هیئت مدیره – حقی‌نژاد bbox=[393, 2258, 514, 2274]
notice-signature: کرج – ابراهیم جوادی bbox=[680, 2162, 790, 2178]
notice-item bbox=[321, 156, 586, 260]
notice-body: با تاسف فراوان درگذشت روانشاد بهدیان بهرام خدابخش ماوندی را به اطلاع خویشاوندان و دوستان میرساند. مراسم یادبود روز دوشنبه ۲۹ بهمن ماه ۱۳۵۲ در تالار برگزار میشود. bbox=[1166, 1842, 1431, 1910]
notice-item bbox=[321, 2070, 586, 2187]
notice-heading: سرکار خانم پولیان bbox=[121, 889, 221, 905]
notice-body: با نهایت تاسف و تاثر درگذشت شادروان آقای دکتر حبیب مختاری را باطلاع خویشان و دوستان میرساند. مجلس ترحیم روز دوشنبه ۲۹ بهمن ماه از ساعت ۳ تا ۵ بعدازظهر در مسجد ارک منعقد است. bbox=[1166, 1094, 1431, 1162]
notice-item bbox=[38, 880, 304, 977]
notice-item bbox=[321, 631, 586, 748]
notice-signature: خانواده‌های: حاجی‌خانی – نوروزی – حیدری bbox=[905, 1318, 1129, 1334]
notice-heading: جناب آقای مهندس علی‌اکبر بروشدن و بانو bbox=[55, 1991, 287, 2007]
notice-body: با تاسف فراوان درگذشت مرحومه مغفوره خانم کوکب کیوان شکوهی را تسلیت عرض مینماییم. bbox=[602, 952, 868, 985]
notice-item bbox=[1166, 628, 1431, 738]
notice-body: با کمال تاسف درگذشت شادروان آقای حاج ناصر غفار مهرآذر را باطلاع میرسانیم مجلس ترحیم روز دوشنبه ۲۹ بهمن ماه از ساعت ۳ تا ۵ بعدازظهر در مسجد جامع خیابان منوچهری برگزار خواهد شد. bbox=[1166, 1355, 1431, 1424]
notice-body: باقی‌ماندگان و کارکنان قسمت تحقیقات مصیبت وارده را تسلیت عرض مینمایند. bbox=[320, 1692, 586, 1724]
pardeh-signature: آستانه سید ناصرالدین bbox=[114, 284, 228, 300]
notice-item bbox=[38, 1807, 304, 1858]
notice-heading: سرکار خانم پولیان bbox=[121, 2264, 221, 2280]
